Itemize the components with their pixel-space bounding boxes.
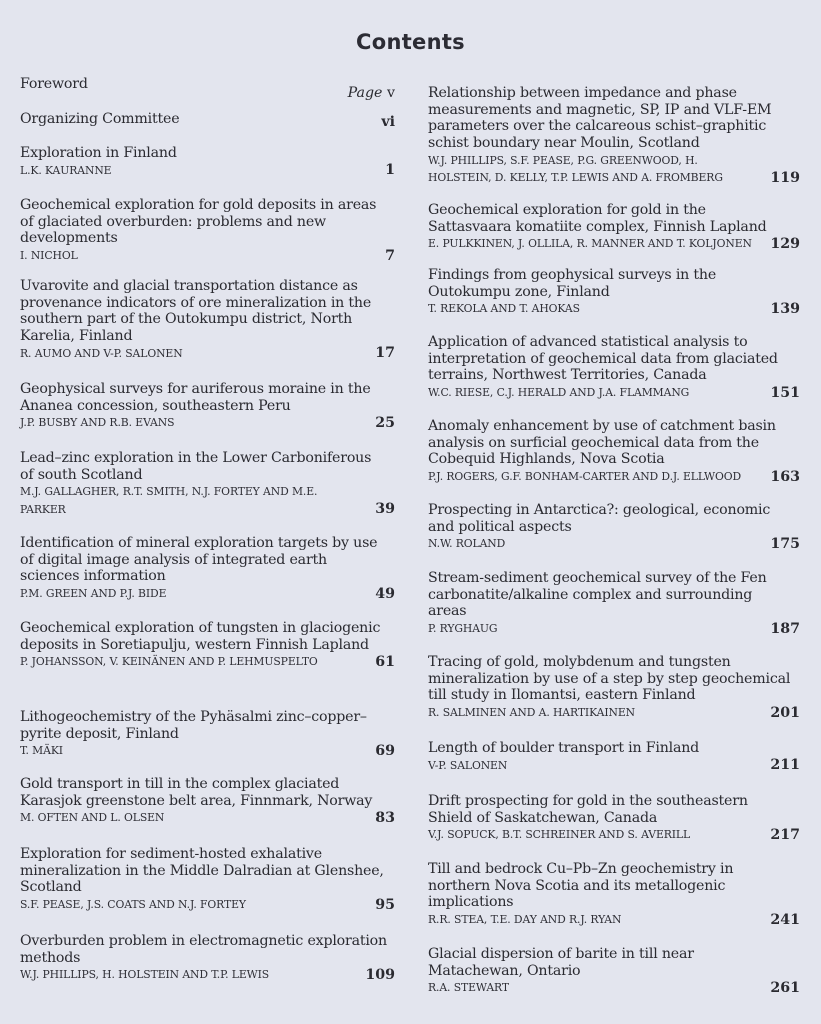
entry-authors: L.K. KAURANNE xyxy=(20,163,112,177)
page-number: 39 xyxy=(375,501,395,518)
entry-authors: R.R. STEA, T.E. DAY AND R.J. RYAN xyxy=(428,913,622,927)
toc-entry[interactable] xyxy=(428,502,800,553)
entry-title: Application of advanced statistical analysis to interpretation of geochemical data from glaciated terrains, Northwest Territories, Canada xyxy=(428,334,778,384)
toc-entry[interactable] xyxy=(20,709,395,760)
entry-authors: I. NICHOL xyxy=(20,249,78,263)
page-label: Page xyxy=(347,85,383,101)
page-number: vi xyxy=(381,114,395,130)
entry-authors: W.J. PHILLIPS, H. HOLSTEIN AND T.P. LEWIS xyxy=(20,968,270,982)
entry-authors: P.M. GREEN AND P.J. BIDE xyxy=(20,587,167,601)
toc-entry[interactable] xyxy=(428,267,800,318)
toc-entry[interactable] xyxy=(20,197,395,265)
page-number: 211 xyxy=(770,757,800,774)
page-number: 119 xyxy=(770,169,800,186)
entry-title: Exploration for sediment-hosted exhalative mineralization in the Middle Dalradian at Glenshee, Scotland xyxy=(20,846,384,896)
entry-authors: V-P. SALONEN xyxy=(428,758,508,772)
entry-authors: P. RYGHAUG xyxy=(428,622,498,636)
entry-title: Lead–zinc exploration in the Lower Carboniferous of south Scotland xyxy=(20,450,372,483)
toc-entry[interactable] xyxy=(428,202,800,253)
entry-authors: W.C. RIESE, C.J. HERALD AND J.A. FLAMMANG xyxy=(428,386,690,400)
entry-title: Relationship between impedance and phase measurements and magnetic, SP, IP and VLF-EM parameters over the calcareous schist–graphitic schist boundary near Moulin, Scotland xyxy=(428,85,772,152)
page-number: 187 xyxy=(770,620,800,637)
page-number: 217 xyxy=(770,826,800,843)
toc-entry-committee[interactable] xyxy=(20,111,395,131)
entry-authors: M.J. GALLAGHER, R.T. SMITH, N.J. FORTEY AND M.E. PARKER xyxy=(20,485,318,516)
page-number: 7 xyxy=(385,247,395,264)
entry-title: Geochemical exploration for gold in the Sattasvaara komatiite complex, Finnish Lapland xyxy=(428,202,767,235)
entry-title: Uvarovite and glacial transportation distance as provenance indicators of ore mineralization in the southern part of the Outokumpu district, North Karelia, Finland xyxy=(20,278,372,345)
page-number: 25 xyxy=(375,414,395,431)
toc-entry[interactable] xyxy=(20,535,395,603)
entry-authors: T. REKOLA AND T. AHOKAS xyxy=(428,302,580,316)
entry-title: Geophysical surveys for auriferous moraine in the Ananea concession, southeastern Peru xyxy=(20,381,371,414)
entry-authors: W.J. PHILLIPS, S.F. PEASE, P.G. GREENWOOD, H. HOLSTEIN, D. KELLY, T.P. LEWIS AND A. FROMBERG xyxy=(428,153,723,185)
entry-authors: E. PULKKINEN, J. OLLILA, R. MANNER AND T. KOLJONEN xyxy=(428,237,752,251)
page-number: 17 xyxy=(375,345,395,362)
entry-authors: J.P. BUSBY AND R.B. EVANS xyxy=(20,416,175,430)
page-number: 95 xyxy=(375,896,395,913)
entry-title: Tracing of gold, molybdenum and tungsten mineralization by use of a step by step geochemical till study in Ilomantsi, eastern Finland xyxy=(428,654,791,704)
page-title: Contents xyxy=(356,30,465,54)
page-number: 69 xyxy=(375,742,395,759)
entry-title: Foreword xyxy=(20,76,88,92)
entry-title: Till and bedrock Cu–Pb–Zn geochemistry in northern Nova Scotia and its metallogenic implications xyxy=(428,861,734,911)
entry-authors: R. AUMO AND V-P. SALONEN xyxy=(20,346,183,360)
toc-entry[interactable] xyxy=(20,846,395,914)
page-number: 151 xyxy=(770,384,800,401)
toc-entry[interactable] xyxy=(20,450,395,518)
entry-authors: V.J. SOPUCK, B.T. SCHREINER AND S. AVERILL xyxy=(428,828,691,842)
page-number: 241 xyxy=(770,911,800,928)
page-value: v xyxy=(386,85,395,101)
entry-title: Lithogeochemistry of the Pyhäsalmi zinc–copper–pyrite deposit, Finland xyxy=(20,709,367,742)
toc-entry[interactable] xyxy=(428,570,800,638)
entry-title: Stream-sediment geochemical survey of the Fen carbonatite/alkaline complex and surrounding areas xyxy=(428,570,767,620)
toc-entry[interactable] xyxy=(20,278,395,362)
entry-title: Anomaly enhancement by use of catchment basin analysis on surficial geochemical data from the Cobequid Highlands, Nova Scotia xyxy=(428,418,776,468)
entry-title: Findings from geophysical surveys in the Outokumpu zone, Finland xyxy=(428,267,717,300)
page-number: 175 xyxy=(770,535,800,552)
toc-entry[interactable] xyxy=(428,793,800,844)
page-number: 49 xyxy=(375,585,395,602)
entry-authors: P. JOHANSSON, V. KEINÄNEN AND P. LEHMUSPELTO xyxy=(20,655,318,669)
entry-title: Overburden problem in electromagnetic exploration methods xyxy=(20,933,387,966)
entry-title: Identification of mineral exploration targets by use of digital image analysis of integrated earth sciences information xyxy=(20,535,378,585)
page-number: 163 xyxy=(770,468,800,485)
toc-entry[interactable] xyxy=(20,933,395,984)
entry-authors: P.J. ROGERS, G.F. BONHAM-CARTER AND D.J. ELLWOOD xyxy=(428,470,742,484)
page-number: 83 xyxy=(375,809,395,826)
entry-authors: S.F. PEASE, J.S. COATS AND N.J. FORTEY xyxy=(20,898,246,912)
entry-authors: T. MÄKI xyxy=(20,744,63,758)
page-number: 61 xyxy=(375,653,395,670)
toc-entry[interactable] xyxy=(428,861,800,929)
entry-authors: R.A. STEWART xyxy=(428,981,509,995)
entry-title: Gold transport in till in the complex glaciated Karasjok greenstone belt area, Finnmark, Norway xyxy=(20,776,373,809)
page-number: 201 xyxy=(770,704,800,721)
toc-entry-foreword[interactable] xyxy=(20,76,395,100)
toc-entry[interactable] xyxy=(428,85,800,187)
entry-title: Exploration in Finland xyxy=(20,145,177,161)
toc-entry[interactable] xyxy=(428,654,800,722)
entry-authors: R. SALMINEN AND A. HARTIKAINEN xyxy=(428,706,635,720)
entry-title: Geochemical exploration of tungsten in glaciogenic deposits in Soretiapulju, western Finnish Lapland xyxy=(20,620,381,653)
entry-title: Length of boulder transport in Finland xyxy=(428,740,700,756)
toc-entry[interactable] xyxy=(428,740,800,774)
entry-title: Glacial dispersion of barite in till near Matachewan, Ontario xyxy=(428,946,694,979)
toc-entry[interactable] xyxy=(428,946,800,997)
page-number xyxy=(348,85,395,102)
toc-entry[interactable] xyxy=(428,418,800,486)
entry-title: Prospecting in Antarctica?: geological, economic and political aspects xyxy=(428,502,771,535)
toc-entry[interactable] xyxy=(20,776,395,827)
page-number: 1 xyxy=(385,162,395,179)
entry-authors: N.W. ROLAND xyxy=(428,537,506,551)
entry-title: Organizing Committee xyxy=(20,111,180,127)
page-number: 129 xyxy=(770,235,800,252)
toc-entry[interactable] xyxy=(20,381,395,432)
page-number: 109 xyxy=(365,966,395,983)
entry-title: Geochemical exploration for gold deposits in areas of glaciated overburden: problems and new developments xyxy=(20,197,377,247)
toc-entry[interactable] xyxy=(20,145,395,179)
entry-authors: M. OFTEN AND L. OLSEN xyxy=(20,811,165,825)
page-number: 139 xyxy=(770,300,800,317)
toc-entry[interactable] xyxy=(428,334,800,402)
entry-title: Drift prospecting for gold in the southeastern Shield of Saskatchewan, Canada xyxy=(428,793,748,826)
toc-entry[interactable] xyxy=(20,620,395,671)
page-number: 261 xyxy=(770,979,800,996)
